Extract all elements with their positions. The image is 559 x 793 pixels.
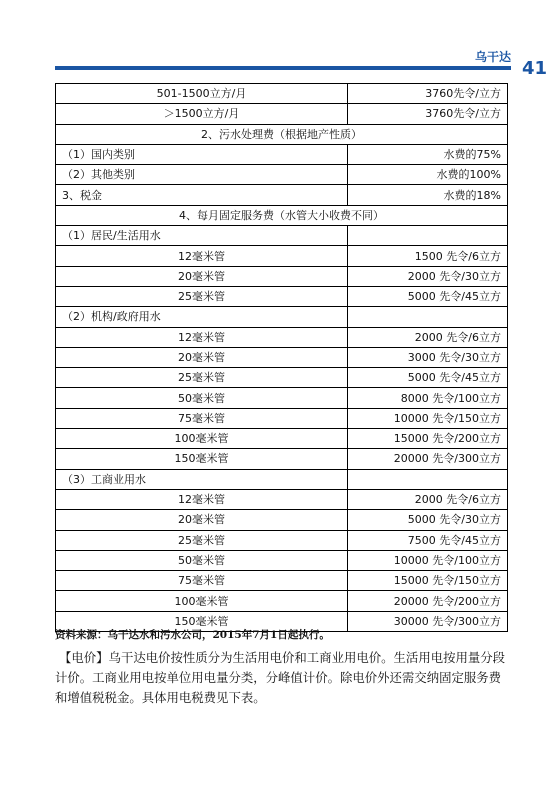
table-row <box>56 408 508 428</box>
table-row <box>56 429 508 449</box>
row-value: 2000 先令/6立方 <box>348 489 508 509</box>
row-label: （1）国内类别 <box>56 144 348 164</box>
page-number: 41 <box>521 58 547 79</box>
row-label: 12毫米管 <box>56 327 348 347</box>
row-value: 水费的100% <box>348 165 508 185</box>
table-row <box>56 591 508 611</box>
table-row <box>56 226 508 246</box>
table-row <box>56 530 508 550</box>
row-value: 水费的75% <box>348 144 508 164</box>
table-row <box>56 307 508 327</box>
table-row <box>56 124 508 144</box>
row-value: 3000 先令/30立方 <box>348 347 508 367</box>
header-rule <box>55 66 511 70</box>
row-label: 50毫米管 <box>56 550 348 570</box>
row-value: 5000 先令/45立方 <box>348 286 508 306</box>
row-value: 1500 先令/6立方 <box>348 246 508 266</box>
row-label: （3）工商业用水 <box>56 469 348 489</box>
row-value: 15000 先令/200立方 <box>348 429 508 449</box>
fee-table-body <box>56 84 508 632</box>
row-value: 8000 先令/100立方 <box>348 388 508 408</box>
row-label: 20毫米管 <box>56 347 348 367</box>
fee-table <box>55 83 508 632</box>
row-value: 2000 先令/6立方 <box>348 327 508 347</box>
table-row <box>56 571 508 591</box>
table-row <box>56 84 508 104</box>
table-row <box>56 185 508 205</box>
row-label: （1）居民/生活用水 <box>56 226 348 246</box>
row-label: 20毫米管 <box>56 266 348 286</box>
table-row <box>56 449 508 469</box>
table-row <box>56 347 508 367</box>
row-label: （2）机构/政府用水 <box>56 307 348 327</box>
table-row <box>56 246 508 266</box>
row-value: 7500 先令/45立方 <box>348 530 508 550</box>
source-note: 资料来源：乌干达水和污水公司，2015年7月1日起执行。 <box>55 629 330 641</box>
running-header-title: 乌干达 <box>474 50 511 64</box>
row-value <box>348 226 508 246</box>
electricity-price-paragraph: 【电价】乌干达电价按性质分为生活用电价和工商业用电价。生活用电按用量分段计价。工商业用电按单位用电量分类，分峰值计价。除电价外还需交纳固定服务费和增值税税金。具体用电税费见下表。 <box>55 650 506 705</box>
row-value: 20000 先令/300立方 <box>348 449 508 469</box>
table-row <box>56 368 508 388</box>
row-label: 50毫米管 <box>56 388 348 408</box>
table-row <box>56 388 508 408</box>
table-row <box>56 469 508 489</box>
row-label: 25毫米管 <box>56 530 348 550</box>
row-label: 150毫米管 <box>56 449 348 469</box>
row-value <box>348 469 508 489</box>
row-label: 25毫米管 <box>56 368 348 388</box>
row-label: 75毫米管 <box>56 571 348 591</box>
row-value: 30000 先令/300立方 <box>348 611 508 631</box>
row-label: ＞1500立方/月 <box>56 104 348 124</box>
row-label: 3、税金 <box>56 185 348 205</box>
table-row <box>56 205 508 225</box>
row-value: 3760先令/立方 <box>348 104 508 124</box>
row-value <box>348 307 508 327</box>
table-row <box>56 327 508 347</box>
row-label: 100毫米管 <box>56 591 348 611</box>
table-row <box>56 144 508 164</box>
table-row <box>56 550 508 570</box>
row-label: 100毫米管 <box>56 429 348 449</box>
row-value: 5000 先令/45立方 <box>348 368 508 388</box>
table-row <box>56 510 508 530</box>
row-value: 水费的18% <box>348 185 508 205</box>
row-label: 12毫米管 <box>56 246 348 266</box>
row-label: 12毫米管 <box>56 489 348 509</box>
table-row <box>56 165 508 185</box>
table-row <box>56 286 508 306</box>
row-value: 15000 先令/150立方 <box>348 571 508 591</box>
row-label: 25毫米管 <box>56 286 348 306</box>
row-label: 75毫米管 <box>56 408 348 428</box>
row-value: 3760先令/立方 <box>348 84 508 104</box>
row-value: 10000 先令/150立方 <box>348 408 508 428</box>
row-label: 20毫米管 <box>56 510 348 530</box>
row-value: 2000 先令/30立方 <box>348 266 508 286</box>
row-value: 10000 先令/100立方 <box>348 550 508 570</box>
section-heading: 4、每月固定服务费（水管大小收费不同） <box>56 205 508 225</box>
row-value: 5000 先令/30立方 <box>348 510 508 530</box>
row-label: （2）其他类别 <box>56 165 348 185</box>
section-heading: 2、污水处理费（根据地产性质） <box>56 124 508 144</box>
table-row <box>56 104 508 124</box>
table-row <box>56 489 508 509</box>
row-label: 501-1500立方/月 <box>56 84 348 104</box>
row-value: 20000 先令/200立方 <box>348 591 508 611</box>
row-label: 150毫米管 <box>56 611 348 631</box>
table-row <box>56 266 508 286</box>
